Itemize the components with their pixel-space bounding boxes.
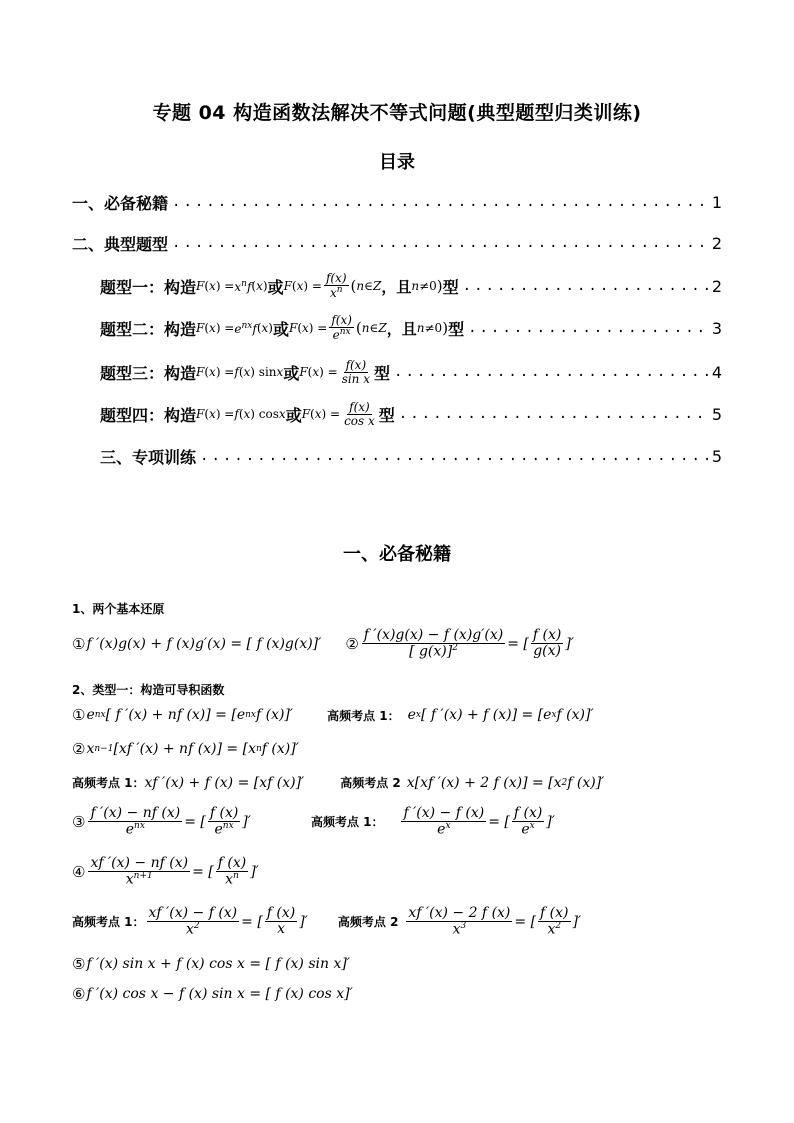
formula-4: ② x n−1 [xf ′(x) + nf (x)] = [x n f (x)]′ [72, 740, 299, 758]
formula-8: 高频考点 1： $\frac{xf '(x) - f (x)}{x^2}$ = [ $\frac{f (x)}{x}$ ]′ 高频考点 2 $\frac{xf '(x) - 2 f (x)}{x^3}$ = [ $\frac{f (x)}{x^2}$ ]′ [72, 905, 582, 938]
toc [72, 186, 722, 259]
toc-item-2[interactable]: 二、典型题型 ..... 2 [72, 227, 722, 259]
formula-5: 高频考点 1： xf ′(x) + f (x) = [xf (x)]′ 高频考点 2 x[xf ′(x) + 2 f (x)] = [x 2 f (x)]′ [72, 774, 605, 791]
toc-heading: 目录 [379, 152, 415, 173]
formula-7: ④ $\frac{xf '(x) - nf (x)}{x^{n+1}}$ = [ $\frac{f (x)}{x^n}$ ]′ [72, 855, 259, 888]
toc-item-3[interactable]: 三、专项训练 ..... 5 [100, 440, 722, 472]
subsection-1: 1、两个基本还原 [72, 602, 165, 616]
toc-item-1[interactable]: 一、必备秘籍 ..... 1 [72, 186, 722, 218]
formula-9: ⑤ f ′(x) sin x + f (x) cos x = [ f (x) sin x]′ [72, 955, 350, 973]
toc-item-type4[interactable]: 题型四：构造 F ( x ) = f ( x ) cos x 或 F ( x ) = $\frac{f(x)}{\text{cos x}}$ 型 ..... 5 [100, 394, 722, 434]
toc-subitems [100, 268, 722, 472]
toc-item-type1[interactable]: 题型一：构造 F ( x ) = $x^nf$ ( x ) 或 F ( x ) = $\frac{f(x)}{x^n}$ ( n ∈ Z ，且 n ≠0 ) 型 ..... 2 [100, 268, 722, 304]
section-title: 一、必备秘籍 [343, 544, 451, 565]
document-title: 专题 04 构造函数法解决不等式问题(典型题型归类训练) [152, 102, 642, 124]
subsection-2: 2、类型一：构造可导积函数 [72, 683, 225, 697]
formula-10: ⑥ f ′(x) cos x − f (x) sin x = [ f (x) cos x]′ [72, 985, 353, 1003]
formula-3: ① e nx [ f ′(x) + nf (x)] = [e nx f (x)]′ 高频考点 1： e x [ f ′(x) + f (x)] = [e x f (x)]′ [72, 706, 594, 724]
formula-1: ① f ′(x)g(x) + f (x)g′(x) = [ f (x)g(x)]′ ② $\frac{f '(x)g(x) - f (x)g'(x)}{[ g(x)]^2}$ = [ $\frac{f (x)}{g(x)}$ ]′ [72, 627, 574, 660]
formula-6: ③ $\frac{f '(x) - nf (x)}{e^{nx}}$ = [ $\frac{f (x)}{e^{nx}}$ ]′ 高频考点 1： $\frac{f '(x) - f (x)}{e^x}$ = [ $\frac{f (x)}{e^x}$ ]′ [72, 805, 555, 838]
toc-item-type3[interactable]: 题型三：构造 F ( x ) = f ( x ) sin x 或 F ( x ) = $\frac{f(x)}{\text{sin x}}$ 型 ..... 4 [100, 352, 722, 392]
toc-item-type2[interactable]: 题型二：构造 F ( x ) = $e^{nx}f$ ( x ) 或 F ( x ) = $\frac{f(x)}{e^{nx}}$ ( n ∈ Z ，且 n ≠0 ) 型 ..... 3 [100, 308, 722, 348]
